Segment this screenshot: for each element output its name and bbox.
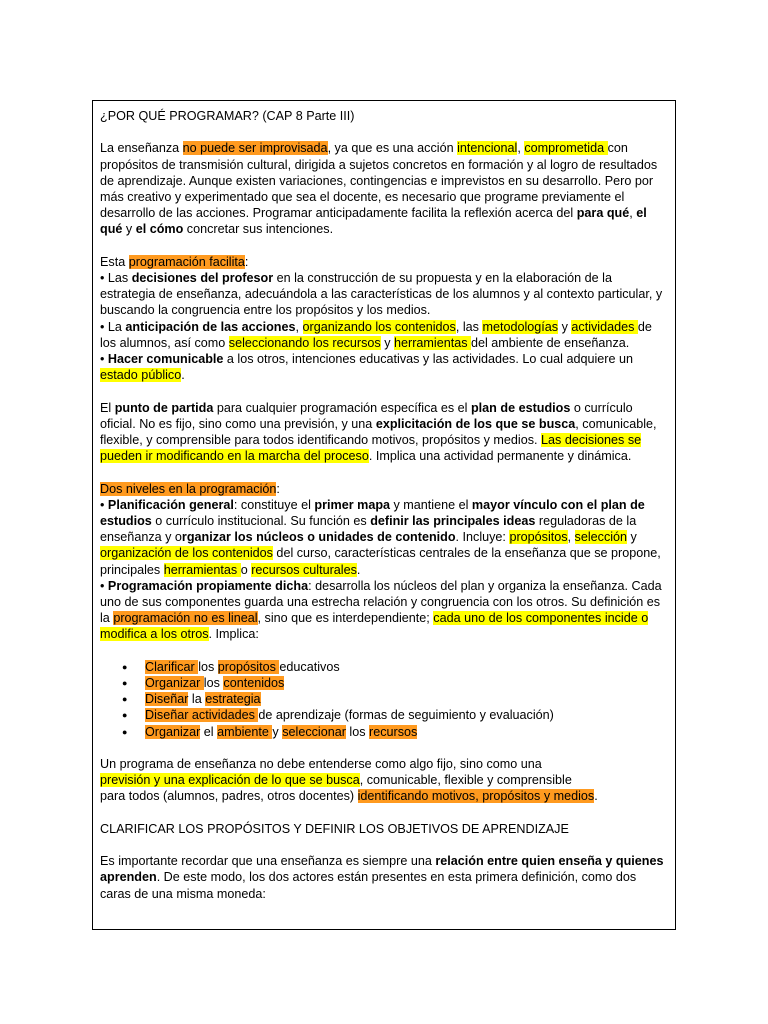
- bold-text: Planificación general: [107, 497, 234, 512]
- text-run: Es importante recordar que una enseñanza es siempre una: [100, 854, 436, 869]
- highlighted-text: seleccionar: [282, 724, 346, 739]
- text-run: y: [627, 530, 637, 545]
- facilita-point-decisiones: [100, 270, 670, 319]
- programa-line-2: [100, 772, 670, 788]
- text-run: . Implica:: [208, 627, 259, 642]
- highlighted-text: Diseñar: [145, 692, 189, 707]
- bold-text: el cómo: [135, 222, 184, 237]
- highlighted-text: recursos: [369, 724, 418, 739]
- highlighted-text: programación no es lineal: [113, 611, 258, 626]
- paragraph-relacion: [100, 853, 670, 902]
- bold-text: primer mapa: [314, 497, 391, 512]
- text-run: . De este modo, los dos actores están presentes en esta primera definición, como dos caras de una misma moneda:: [100, 870, 637, 901]
- facilita-point-anticipacion: [100, 319, 670, 351]
- highlighted-text: actividades: [191, 708, 259, 723]
- text-run: .: [594, 789, 598, 804]
- text-run: a los otros, intenciones educativas y las actividades. Lo cual adquiere un: [223, 352, 633, 367]
- highlighted-text: previsión y una explicación de lo que se busca: [100, 773, 360, 788]
- list-item: [100, 659, 670, 675]
- text-run: , las: [455, 319, 483, 334]
- bold-text: mayor vínculo con el plan de estudios: [100, 497, 645, 529]
- text-run: con propósitos de transmisión cultural, dirigida a sujetos concretos en formación y al logro de resultados de aprendizaje. Aunque existen variaciones, contingencias e imprevistos en su desarrollo. Pero por más creativo y experimentado que sea el docente, es necesario que programe previamente el desarrollo de las acciones. Programar anticipadamente facilita la reflexión acerca del: [100, 141, 658, 221]
- highlighted-text: Diseñar: [145, 708, 192, 723]
- text-run: del curso, características centrales de la enseñanza que se propone, principales: [100, 546, 661, 577]
- highlighted-text: comprometida: [524, 141, 608, 156]
- bold-text: Programación propiamente dicha: [107, 578, 309, 593]
- text-run: de aprendizaje (formas de seguimiento y evaluación): [258, 708, 554, 723]
- highlighted-text: Organizar: [145, 676, 204, 691]
- highlighted-text: estado público: [100, 368, 182, 383]
- programa-line-3: [100, 788, 670, 804]
- text-run: Un programa de enseñanza no debe entenderse como algo fijo, sino como una: [100, 757, 542, 772]
- text-run: , comunicable, flexible y comprensible: [359, 773, 572, 788]
- highlighted-text: no puede ser improvisada: [182, 141, 328, 156]
- text-run: y: [558, 319, 572, 334]
- highlighted-text: intencional: [457, 141, 518, 156]
- highlighted-text: Clarificar: [145, 659, 199, 674]
- text-run: la: [188, 692, 206, 707]
- bold-text: decisiones del profesor: [131, 271, 274, 285]
- bold-text: definir las principales ideas: [370, 514, 536, 529]
- text-run: •: [100, 578, 108, 593]
- text-run: . Implica una actividad permanente y dinámica.: [368, 449, 632, 464]
- text-run: ,: [629, 206, 637, 221]
- bold-text: punto de partida: [114, 400, 214, 415]
- text-run: para todos (alumnos, padres, otros docentes): [100, 789, 358, 804]
- text-run: el: [200, 724, 218, 739]
- text-run: ,: [567, 530, 575, 545]
- facilita-point-comunicable: [100, 351, 670, 383]
- text-run: concretar sus intenciones.: [183, 222, 334, 237]
- text-run: o currículo oficial. No es fijo, sino como una previsión, y una: [100, 400, 633, 431]
- text-run: :: [244, 254, 249, 269]
- text-run: los: [203, 676, 224, 691]
- highlighted-text: metodologías: [482, 319, 559, 334]
- highlighted-text: recursos culturales: [251, 562, 357, 577]
- text-run: para cualquier programación específica es el: [213, 400, 471, 415]
- highlighted-text: actividades: [571, 319, 638, 334]
- highlighted-text: Organizar: [145, 724, 201, 739]
- list-item: [100, 724, 670, 740]
- text-run: de los alumnos, así como: [100, 319, 652, 350]
- text-run: ,: [517, 141, 525, 156]
- text-run: :: [276, 481, 280, 496]
- text-run: educativos: [279, 659, 340, 674]
- text-run: . Incluye:: [455, 530, 510, 545]
- bold-text: explicitación de los que se busca: [375, 416, 576, 431]
- highlighted-text: propósitos: [509, 530, 568, 545]
- text-run: La enseñanza: [100, 141, 183, 156]
- text-run: y: [122, 222, 136, 237]
- highlighted-text: organización de los contenidos: [100, 546, 273, 561]
- list-item: [100, 675, 670, 691]
- text-run: o currículo institucional. Su función es: [151, 514, 371, 529]
- list-item: [100, 691, 670, 707]
- text-run: los: [198, 659, 218, 674]
- highlighted-text: selección: [574, 530, 628, 545]
- bold-text: anticipación de las acciones: [125, 319, 296, 334]
- bold-text: relación entre quien enseña y quienes aprenden: [100, 854, 664, 885]
- nivel-programacion-propiamente: [100, 578, 670, 643]
- text-run: : desarrolla los núcleos del plan y organiza la enseñanza. Cada uno de sus componentes guarda una estrecha relación y congruencia con los otros. Su definición es la: [100, 578, 662, 626]
- highlighted-text: herramientas: [163, 562, 241, 577]
- bold-text: Hacer comunicable: [107, 352, 224, 367]
- text-run: , ya que es una acción: [327, 141, 458, 156]
- text-run: .: [356, 562, 361, 577]
- text-run: •: [100, 497, 108, 512]
- document-body: [100, 108, 670, 902]
- text-run: los: [345, 724, 370, 739]
- paragraph-punto-de-partida: [100, 400, 670, 465]
- highlighted-text: identificando motivos, propósitos y medios: [357, 789, 595, 804]
- text-run: • Las: [100, 271, 132, 285]
- paragraph-intro: [100, 140, 670, 237]
- highlighted-text: seleccionando los recursos: [228, 335, 381, 350]
- programa-line-1: [100, 756, 670, 772]
- list-item: [100, 707, 670, 723]
- text-run: .: [181, 368, 185, 383]
- highlighted-text: Dos niveles en la programación: [100, 481, 277, 496]
- highlighted-text: herramientas: [394, 335, 471, 350]
- text-run: •: [100, 352, 108, 367]
- text-run: o: [240, 562, 252, 577]
- text-run: • La: [100, 319, 126, 334]
- section-heading-clarificar: CLARIFICAR LOS PROPÓSITOS Y DEFINIR LOS OBJETIVOS DE APRENDIZAJE: [100, 821, 569, 836]
- highlighted-text: organizando los contenidos: [302, 319, 456, 334]
- nivel-planificacion-general: [100, 497, 670, 578]
- highlighted-text: Las decisiones se pueden ir modificando en la marcha del proceso: [100, 433, 642, 464]
- bold-text: plan de estudios: [470, 400, 571, 415]
- bold-text: el qué: [100, 206, 647, 237]
- niveles-heading: [100, 481, 670, 497]
- facilita-heading: [100, 254, 670, 270]
- bold-text: rganizar los núcleos o unidades de contenido: [181, 530, 456, 545]
- text-run: , comunicable, flexible, y comprensible para todos identificando motivos, propósitos y medios.: [100, 416, 657, 448]
- highlighted-text: ambiente: [217, 724, 273, 739]
- text-run: en la construcción de su propuesta y en la elaboración de la estrategia de enseñanza, adecuándola a las características de los alumnos y al contexto particular, y buscando la congruencia entre los propósitos y los medios.: [100, 271, 663, 318]
- highlighted-text: contenidos: [223, 676, 285, 691]
- text-run: : constituye el: [233, 497, 315, 512]
- text-run: y: [272, 724, 283, 739]
- text-run: Esta: [100, 254, 129, 269]
- highlighted-text: propósitos: [217, 659, 280, 674]
- text-run: del ambiente de enseñanza.: [471, 335, 630, 350]
- bold-text: para qué: [576, 206, 630, 221]
- text-run: ,: [295, 319, 303, 334]
- text-run: y: [380, 335, 394, 350]
- document-title: ¿POR QUÉ PROGRAMAR? (CAP 8 Parte III): [100, 109, 355, 123]
- highlighted-text: estrategia: [205, 692, 261, 707]
- text-run: y mantiene el: [390, 497, 472, 512]
- text-run: reguladoras de la enseñanza y o: [100, 514, 637, 545]
- text-run: El: [100, 400, 115, 415]
- highlighted-text: cada uno de los componentes incide o modifica a los otros: [100, 611, 649, 642]
- text-run: , sino que es interdependiente;: [257, 611, 434, 626]
- highlighted-text: programación facilita: [128, 254, 245, 269]
- implica-list: [100, 659, 670, 740]
